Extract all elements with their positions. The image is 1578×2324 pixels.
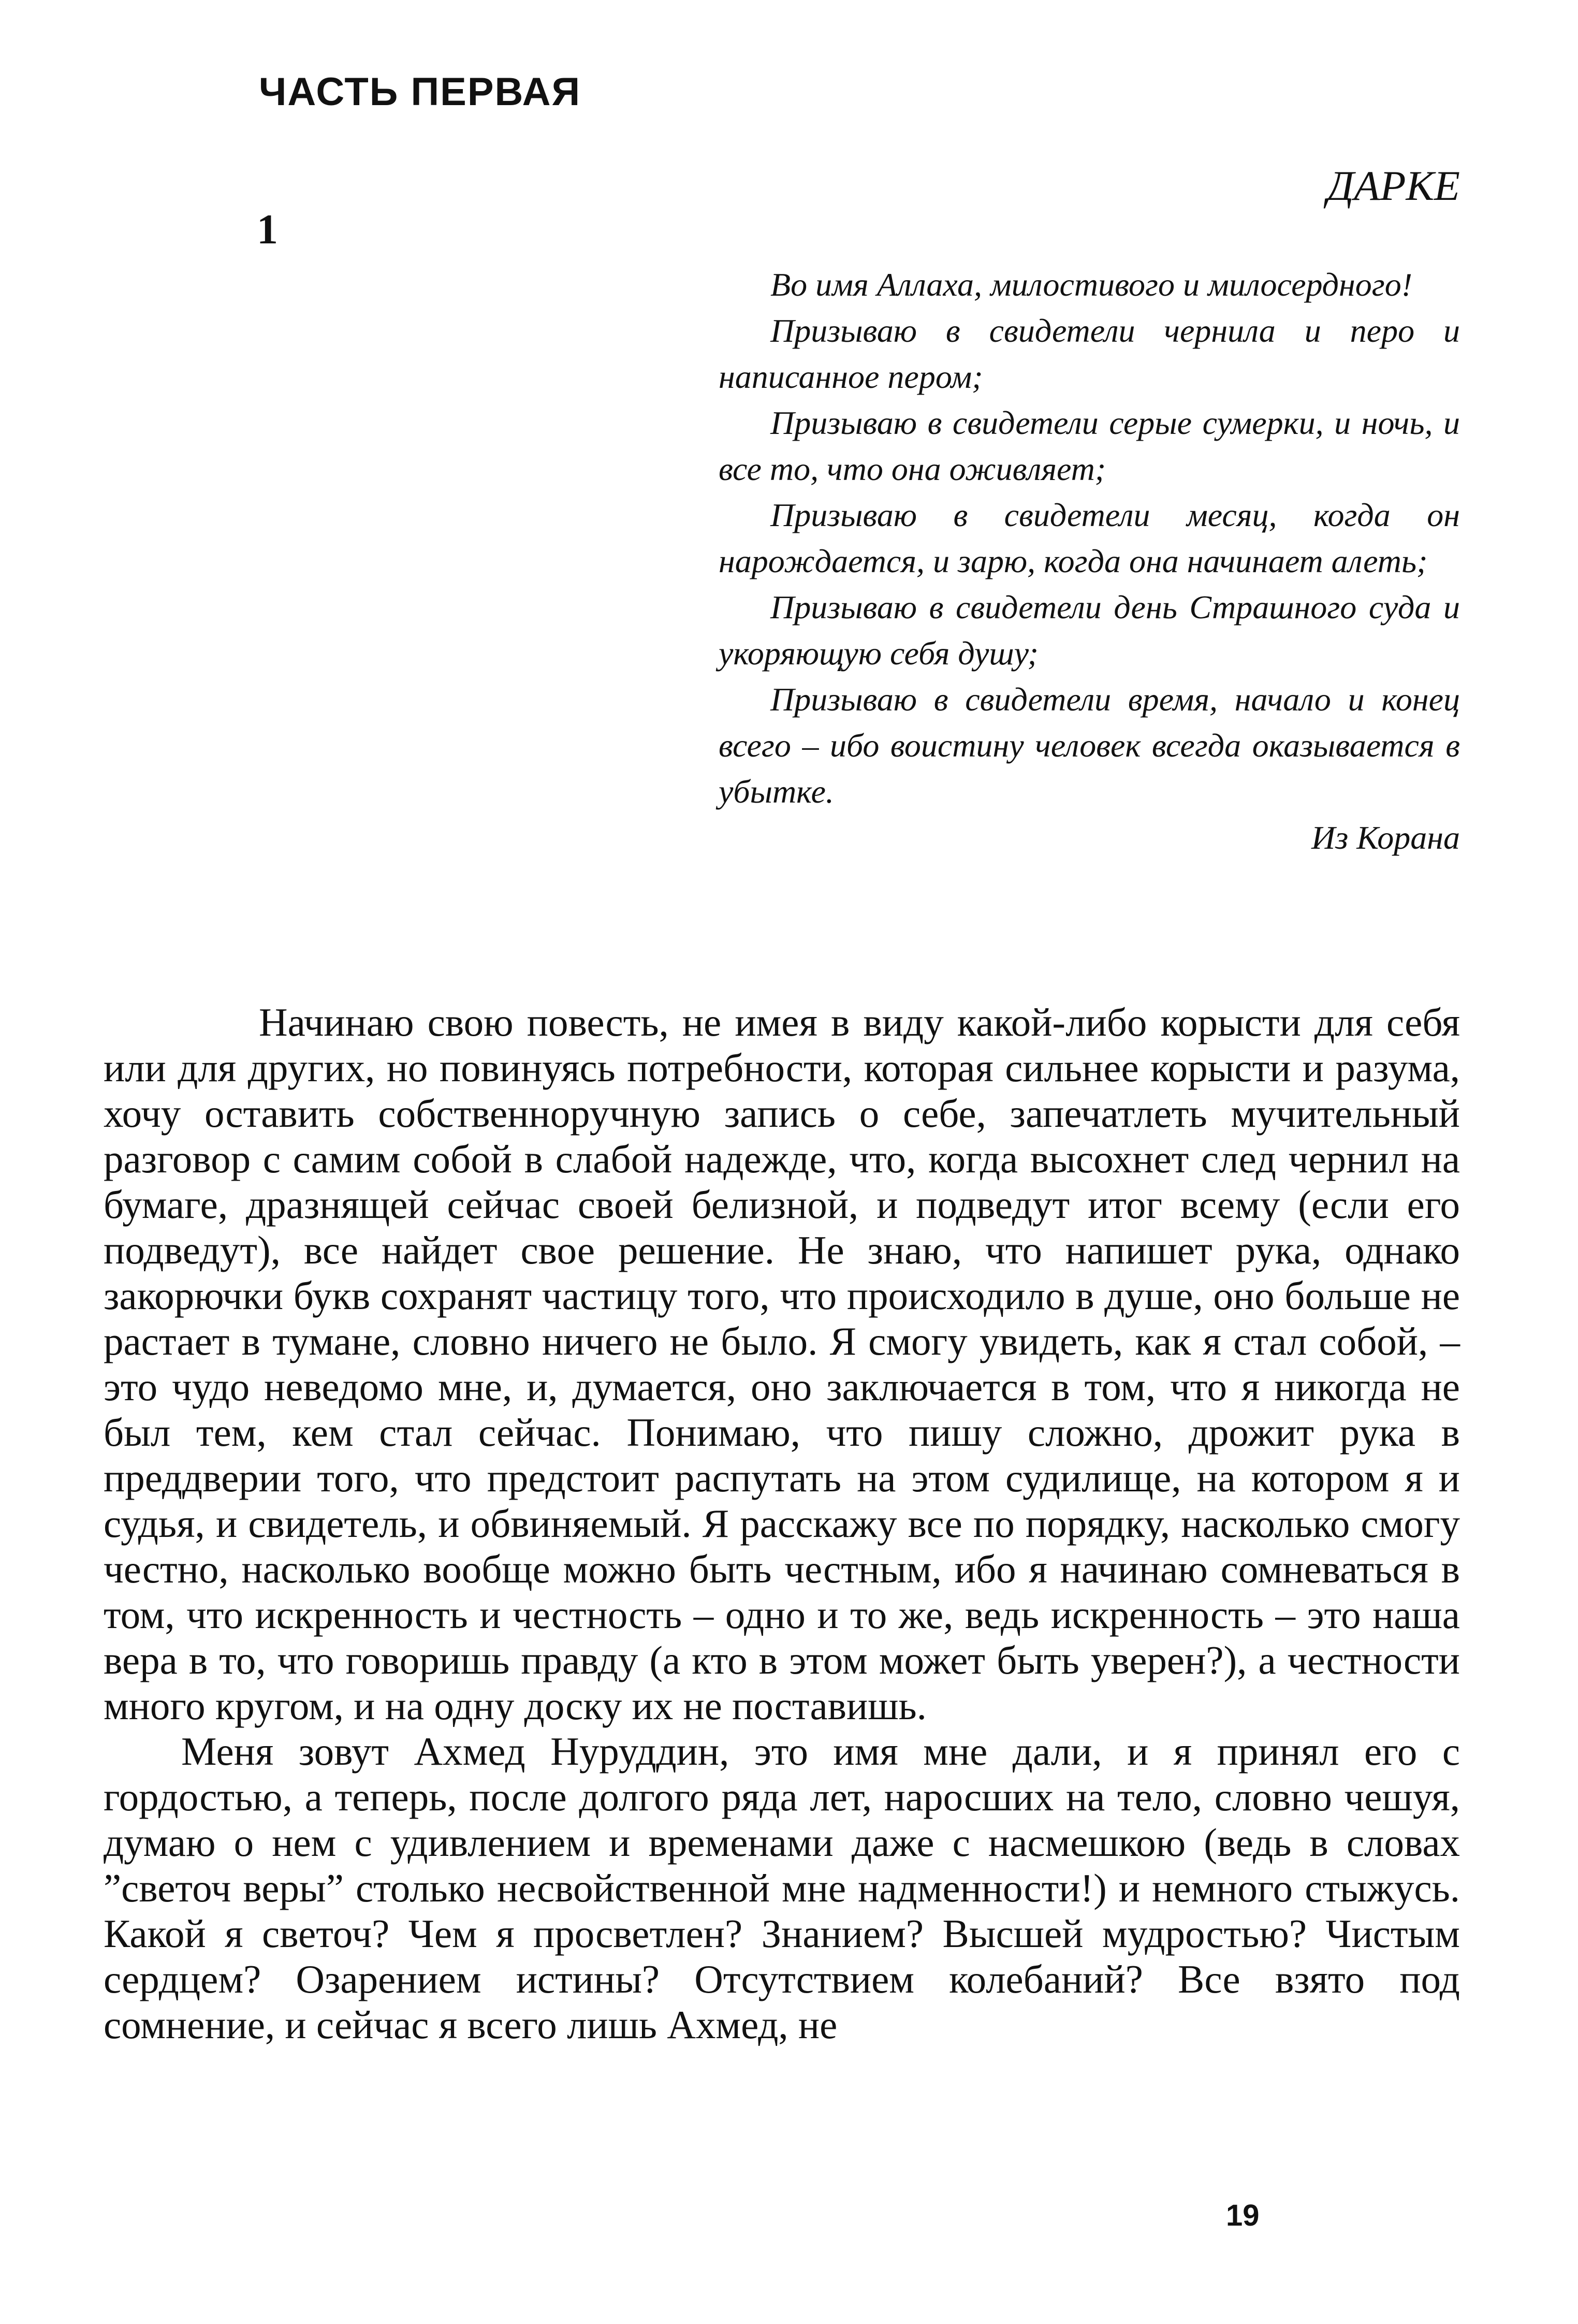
epigraph-line: Призываю в свидетели время, начало и конец всего – ибо воистину человек всегда оказывается в убытке. xyxy=(719,681,1460,810)
paragraph: Меня зовут Ахмед Нуруддин, это имя мне дали, и я принял его с гордостью, а теперь, после долгого ряда лет, наросших на тело, словно чешуя, думаю о нем с удивлением и временами даже с насмешкою (ведь в словах ”светоч веры” столько несвойственной мне надменности!) и немного стыжусь. Какой я светоч? Чем я просветлен? Знанием? Высшей мудростью? Чистым сердцем? Озарением истины? Отсутствием колебаний? Все взято под сомнение, и сейчас я всего лишь Ахмед, не xyxy=(104,1729,1460,2047)
epigraph-line: Призываю в свидетели месяц, когда он нарождается, и зарю, когда она начинает алеть; xyxy=(719,497,1460,579)
epigraph-line: Призываю в свидетели серые сумерки, и ночь, и все то, что она оживляет; xyxy=(719,404,1460,487)
page-number: 19 xyxy=(1226,2199,1260,2232)
paragraph: Начинаю свою повесть, не имея в виду какой-либо корысти для себя или для других, но повинуясь потребности, которая сильнее корысти и разума, хочу оставить собственноручную запись о себе, запечатлеть мучительный разговор с самим собой в слабой надежде, что, когда высохнет след чернил на бумаге, дразнящей сейчас своей белизной, и подведут итог всему (если его подведут), все найдет свое решение. Не знаю, что напишет рука, однако закорючки букв сохранят частицу того, что происходило в душе, оно больше не растает в тумане, словно ничего не было. Я смогу увидеть, как я стал собой, – это чудо неведомо мне, и, думается, оно заключается в том, что я никогда не был тем, кем стал сейчас. Понимаю, что пишу сложно, дрожит рука в преддверии того, что предстоит распутать на этом судилище, на котором я и судья, и свидетель, и обвиняемый. Я расскажу все по порядку, насколько смогу честно, насколько вообще можно быть честным, ибо я начинаю сомневаться в том, что искренность и честность – одно и то же, ведь искренность – это наша вера в то, что говоришь правду (а кто в этом может быть уверен?), а честности много кругом, и на одну доску их не поставишь. xyxy=(104,1000,1460,1728)
dedication: ДАРКЕ xyxy=(1327,162,1460,209)
chapter-number: 1 xyxy=(257,206,278,253)
epigraph xyxy=(719,262,1460,861)
epigraph-line: Во имя Аллаха, милостивого и милосердного! xyxy=(770,266,1413,303)
body-text xyxy=(104,999,1460,2047)
epigraph-line: Призываю в свидетели чернила и перо и написанное пером; xyxy=(719,312,1460,395)
epigraph-line: Призываю в свидетели день Страшного суда и укоряющую себя душу; xyxy=(719,589,1460,672)
part-title: ЧАСТЬ ПЕРВАЯ xyxy=(259,70,581,114)
epigraph-source: Из Корана xyxy=(1311,819,1460,856)
